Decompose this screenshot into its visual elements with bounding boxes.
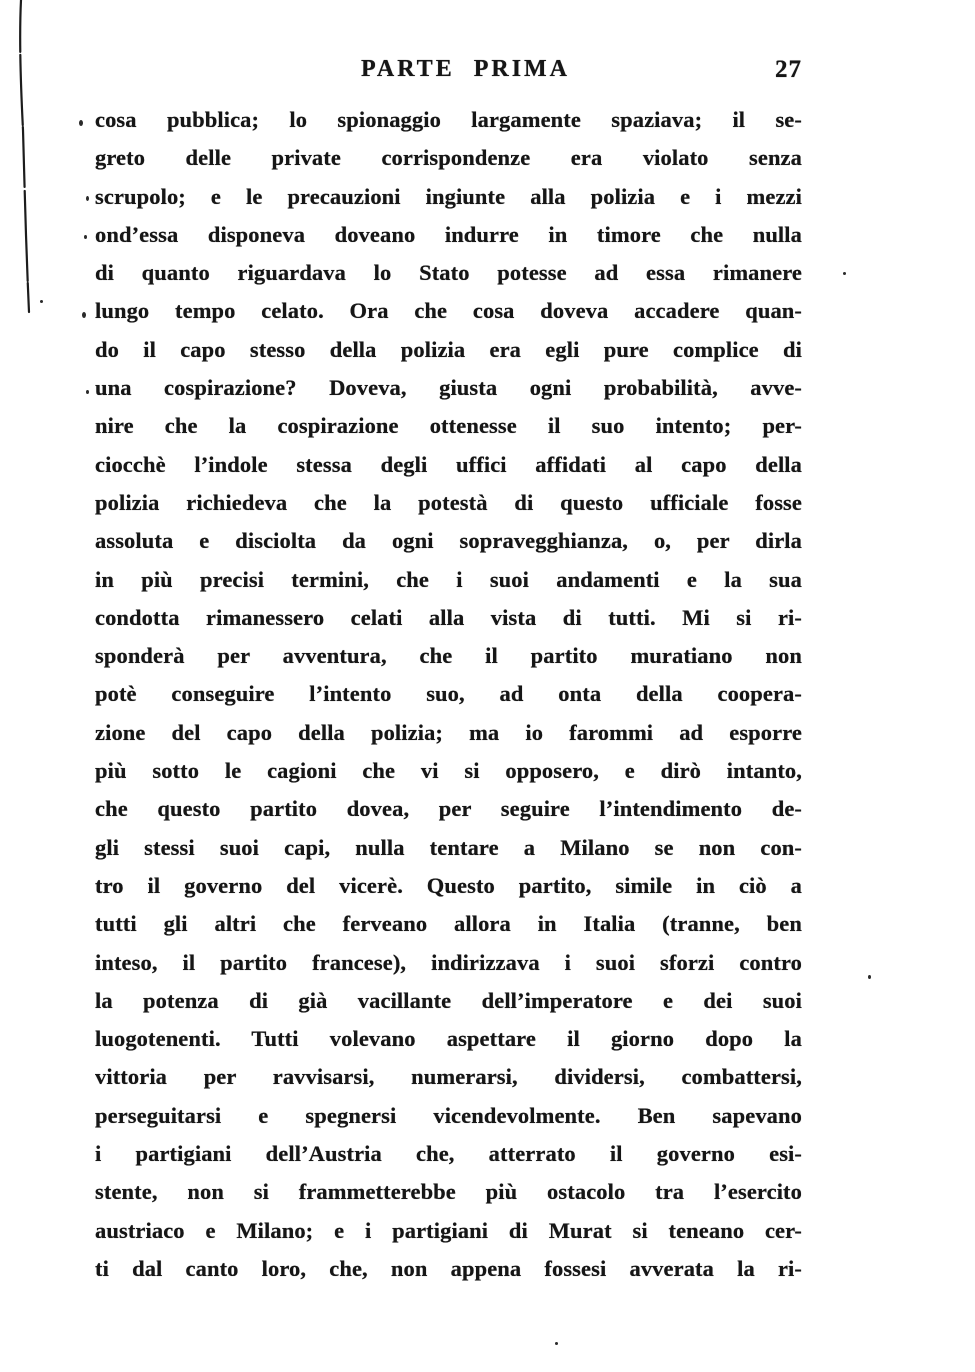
text-line: la potenza di già vacillante dell’imperatore e dei suoi <box>95 987 802 1013</box>
ink-speck <box>84 235 87 239</box>
text-line: zione del capo della polizia; ma io farommi ad esporre <box>95 719 802 745</box>
text-line: scrupolo; e le precauzioni ingiunte alla polizia e i mezzi <box>95 183 802 209</box>
page-number: 27 <box>775 56 802 83</box>
text-line: assoluta e disciolta da ogni sopravegghianza, o, per dirla <box>95 528 802 554</box>
text-line: più sotto le cagioni che vi si opposero, e dirò intanto, <box>95 758 802 784</box>
text-line: ciocchè l’indole stessa degli uffici affidati al capo della <box>95 451 802 477</box>
ink-speck <box>86 390 89 394</box>
text-line: una cospirazione? Doveva, giusta ogni probabilità, avve- <box>95 375 802 401</box>
text-line: stente, non si frammetterebbe più ostacolo tra l’esercito <box>95 1179 802 1205</box>
text-line: i partigiani dell’Austria che, atterrato il governo esi- <box>95 1141 802 1167</box>
text-line: nire che la cospirazione ottenesse il suo intento; per- <box>95 413 802 439</box>
text-line: greto delle private corrispondenze era violato senza <box>95 145 802 171</box>
text-line: luogotenenti. Tutti volevano aspettare il giorno dopo la <box>95 1026 802 1052</box>
text-line: sponderà per avventura, che il partito muratiano non <box>95 643 802 669</box>
text-line: do il capo stesso della polizia era egli pure complice di <box>95 336 802 362</box>
ink-speck <box>843 272 846 275</box>
ink-speck <box>40 300 43 303</box>
text-line: perseguitarsi e spegnersi vicendevolmente. Ben sapevano <box>95 1102 802 1128</box>
text-line: lungo tempo celato. Ora che cosa doveva accadere quan- <box>95 298 802 324</box>
text-line: ond’essa disponeva doveano indurre in timore che nulla <box>95 221 802 247</box>
text-line: gli stessi suoi capi, nulla tentare a Milano se non con- <box>95 834 802 860</box>
text-line: polizia richiedeva che la potestà di questo ufficiale fosse <box>95 489 802 515</box>
text-line: in più precisi termini, che i suoi andamenti e la sua <box>95 566 802 592</box>
page-header <box>95 56 802 90</box>
text-line: condotta rimanessero celati alla vista di tutti. Mi si ri- <box>95 604 802 630</box>
ink-speck <box>868 975 871 979</box>
ink-speck <box>82 312 86 318</box>
running-title: PARTE PRIMA <box>360 56 571 82</box>
text-line: tutti gli altri che ferveano allora in Italia (tranne, ben <box>95 911 802 937</box>
ink-speck <box>555 1342 558 1345</box>
text-line: ti dal canto loro, che, non appena fossesi avverata la ri- <box>95 1255 802 1281</box>
text-line: cosa pubblica; lo spionaggio largamente spaziava; il se- <box>95 107 802 132</box>
text-line: inteso, il partito francese), indirizzava i suoi sforzi contro <box>95 949 802 975</box>
text-line: di quanto riguardava lo Stato potesse ad essa rimanere <box>95 260 802 286</box>
text-line: tro il governo del vicerè. Questo partito, simile in ciò a <box>95 872 802 898</box>
text-line: vittoria per ravvisarsi, numerarsi, dividersi, combattersi, <box>95 1064 802 1090</box>
text-line: austriaco e Milano; e i partigiani di Murat si teneano cer- <box>95 1217 802 1243</box>
text-line: potè conseguire l’intento suo, ad onta della coopera- <box>95 681 802 707</box>
ink-speck <box>86 196 89 201</box>
scan-artifact-line <box>0 0 60 330</box>
body-text <box>95 101 802 1288</box>
ink-speck <box>79 120 83 126</box>
text-line: che questo partito dovea, per seguire l’intendimento de- <box>95 796 802 822</box>
